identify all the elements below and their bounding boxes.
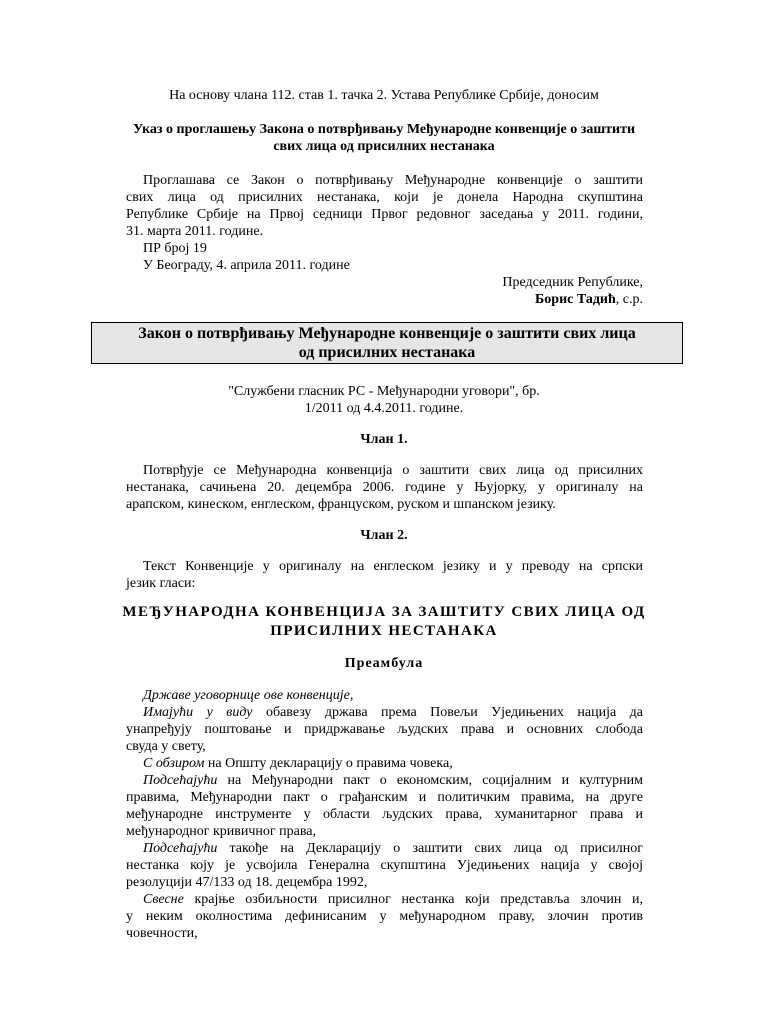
president-name: Борис Тадић (535, 292, 616, 307)
preamble-p4-line-1: Подсећајући такође на Декларацију о заштити свих лица од присилног (143, 841, 643, 856)
article-1-line-2: нестанака, сачињена 20. децембра 2006. године у Њујорку, у оригиналу на (126, 480, 643, 495)
preamble-p1-line-3: свуда у свету, (126, 739, 206, 754)
gazette-line-2: 1/2011 од 4.4.2011. године. (304, 401, 464, 416)
proclamation-line-3: Републике Србије на Првој седници Првог редовног заседања у 2011. години, (126, 207, 643, 222)
preamble-p5-line-1: Свесне крајње озбиљности присилног нестанка који представља злочин и, (143, 892, 643, 907)
preamble-p4-lead: Подсећајући (143, 841, 218, 856)
president-signature (0, 291, 643, 308)
article-2-heading: Члан 2. (360, 528, 408, 543)
pr-number: ПР број 19 (143, 241, 207, 256)
article-1-line-3: арапском, кинеском, енглеском, француском, руском и шпанском језику. (126, 497, 556, 512)
preamble-heading: Преамбула (344, 656, 424, 671)
preamble-p5-line-2: у неким околностима дефинисаним у међународном праву, злочин против (126, 909, 643, 924)
convention-title-line-2: ПРИСИЛНИХ НЕСТАНАКА (270, 623, 498, 639)
preamble-p3-lead: Подсећајући (143, 773, 218, 788)
president-title: Председник Републике, (502, 275, 643, 290)
preamble-p1-line-2: унапређују поштовање и придржавање људских права и основних слобода (126, 722, 643, 737)
article-1-line-1: Потврђује се Међународна конвенција о заштити свих лица од присилних (143, 463, 643, 478)
decree-title-line-2: свих лица од присилних нестанака (273, 139, 495, 154)
preamble-p2-lead: С обзиром (143, 756, 205, 771)
article-1-heading: Члан 1. (360, 432, 408, 447)
article-2-line-1: Текст Конвенције у оригиналу на енглеском језику и у преводу на српски (143, 559, 643, 574)
proclamation-line-2: свих лица од присилних нестанака, који је донела Народна скупштина (126, 190, 643, 205)
preamble-p3-line-3: међународне инструменте у области људских права, хуманитарног права и (126, 807, 643, 822)
preamble-p1-line-1: Имајући у виду обавезу држава према Повељи Уједињених нација да (143, 705, 643, 720)
preamble-p3-line-4: међународног кривичног права, (126, 824, 317, 839)
law-title-line-1: Закон о потврђивању Међународне конвенције о заштити свих лица (138, 325, 636, 342)
president-suffix: , с.р. (615, 292, 643, 307)
preamble-p4-line-3: резолуцији 47/133 од 18. децембра 1992, (126, 875, 368, 890)
article-2-line-2: језик гласи: (126, 576, 196, 591)
law-title-box (91, 322, 683, 364)
preamble-p3-line-1: Подсећајући на Међународни пакт о економским, социјалним и културним (143, 773, 643, 788)
proclamation-line-4: 31. марта 2011. године. (126, 224, 264, 239)
preamble-p1-lead: Имајући у виду (143, 705, 253, 720)
preamble-opening: Државе уговорнице ове конвенције, (143, 688, 354, 703)
decree-title-line-1: Указ о проглашењу Закона о потврђивању Међународне конвенције о заштити (132, 122, 636, 137)
preamble-p2: С обзиром на Општу декларацију о правима човека, (143, 756, 453, 771)
gazette-line-1: "Службени гласник РС - Међународни уговори", бр. (228, 384, 540, 399)
place-date: У Београду, 4. априла 2011. године (143, 258, 350, 273)
intro-text: На основу члана 112. став 1. тачка 2. Устава Републике Србије, доносим (169, 88, 599, 103)
preamble-p5-lead: Свесне (143, 892, 184, 907)
law-title-line-2: од присилних нестанака (298, 344, 476, 361)
preamble-p4-line-2: нестанка коју је усвојила Генерална скупштина Уједињених нација у својој (126, 858, 643, 873)
convention-title-line-1: МЕЂУНАРОДНА КОНВЕНЦИЈА ЗА ЗАШТИТУ СВИХ ЛИЦА ОД (122, 604, 646, 620)
proclamation-line-1: Проглашава се Закон о потврђивању Међународне конвенције о заштити (143, 173, 643, 188)
preamble-p5-line-3: човечности, (126, 926, 198, 941)
preamble-p3-line-2: правима, Међународни пакт о грађанским и политичким правима, на друге (126, 790, 643, 805)
